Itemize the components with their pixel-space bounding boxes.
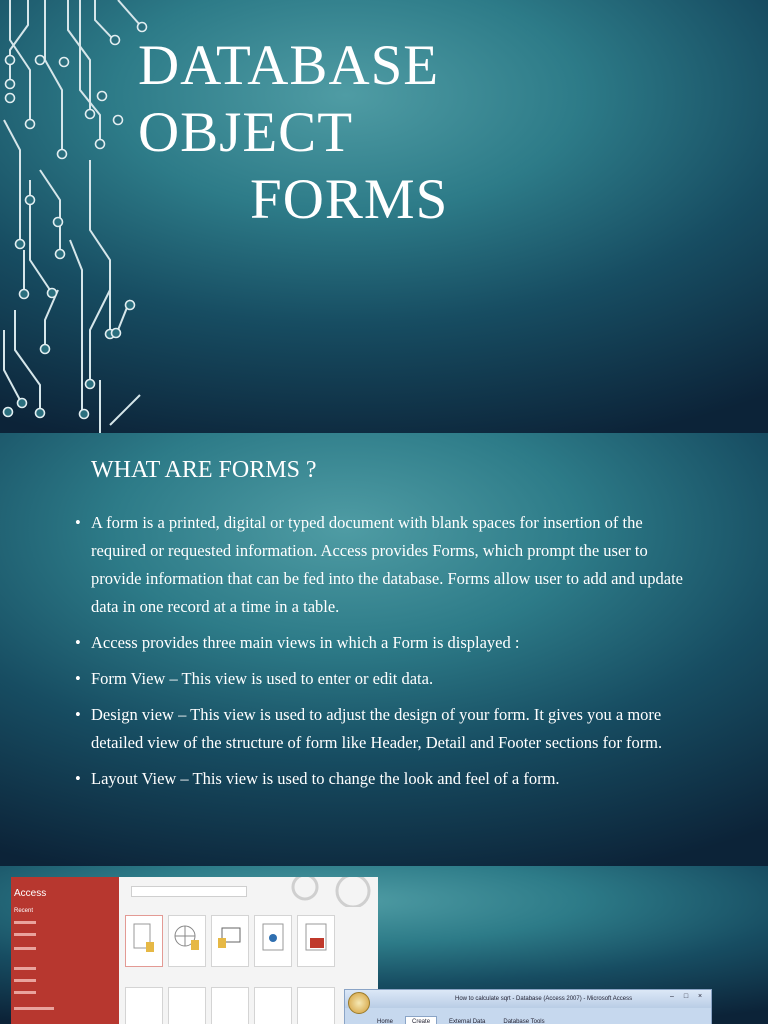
- window-title: How to calculate sqrt - Database (Access 2007) - Microsoft Access: [455, 996, 633, 1002]
- access-sidebar: [11, 877, 119, 1024]
- template-tile: [297, 987, 335, 1024]
- bullet-item: • A form is a printed, digital or typed document with blank spaces for insertion of the required or requested information. Access provides Forms, which prompt the user to provide information that can be fed into the database. Forms allow user to add and update data in one record at a time in a table.: [75, 509, 700, 621]
- slide-heading: WHAT ARE FORMS ?: [91, 457, 317, 483]
- ribbon-tabs: [371, 1010, 553, 1022]
- contact-icon: [255, 916, 291, 966]
- screenshot-slide: [0, 866, 768, 1024]
- access-app-name: Access: [14, 888, 47, 899]
- template-search-box: [131, 886, 247, 897]
- template-tile: [125, 987, 163, 1024]
- minimize-icon: –: [670, 993, 674, 1000]
- tab-external-data: External Data: [449, 1019, 486, 1024]
- bullet-item: • Design view – This view is used to adjust the design of your form. It gives you a more detailed view of the structure of form like Header, Detail and Footer sections for form.: [75, 701, 700, 757]
- school-icon: [298, 916, 334, 966]
- custom-web-app-tile: [168, 915, 206, 967]
- close-icon: ×: [697, 993, 703, 1000]
- bullet-list: [75, 509, 700, 801]
- contacts-tile: [254, 915, 292, 967]
- office-button-icon: [348, 992, 370, 1014]
- bullet-item: • Form View – This view is used to enter or edit data.: [75, 665, 700, 693]
- title-line-2: OBJECT: [138, 101, 354, 164]
- slide-title: [138, 32, 448, 233]
- bullet-item: • Layout View – This view is used to change the look and feel of a form.: [75, 765, 700, 793]
- asset-tracking-tile: [211, 915, 249, 967]
- template-tile: [254, 987, 292, 1024]
- template-tile: [168, 987, 206, 1024]
- template-tile: [211, 987, 249, 1024]
- tab-create: Create: [405, 1016, 437, 1024]
- monitor-icon: [212, 916, 248, 966]
- access-start-screenshot: [11, 877, 378, 1024]
- globe-icon: [169, 916, 205, 966]
- decorative-gears-icon: [275, 877, 378, 907]
- recent-label: Recent: [14, 908, 34, 914]
- circuit-decoration-icon: [0, 0, 160, 433]
- bullet-item: • Access provides three main views in which a Form is displayed :: [75, 629, 700, 657]
- content-slide: [0, 433, 768, 866]
- students-tile: [297, 915, 335, 967]
- tab-database-tools: Database Tools: [503, 1019, 545, 1024]
- title-slide: [0, 0, 768, 433]
- window-titlebar: [345, 990, 711, 1008]
- access-2007-screenshot: [344, 989, 712, 1024]
- title-line-3: FORMS: [250, 168, 449, 231]
- maximize-icon: □: [683, 993, 689, 1000]
- tab-home: Home: [377, 1019, 394, 1024]
- title-line-1: DATABASE: [138, 34, 440, 97]
- blank-database-tile: [125, 915, 163, 967]
- blank-document-icon: [126, 916, 162, 966]
